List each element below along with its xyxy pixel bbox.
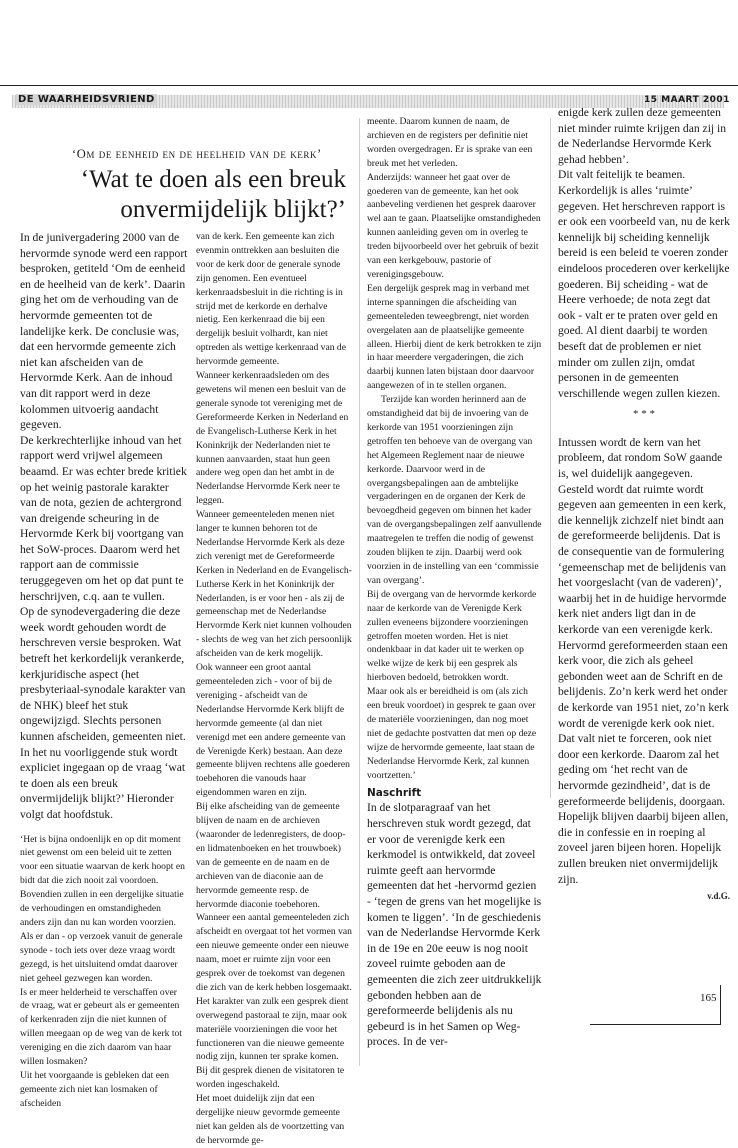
paragraph: Is er meer helderheid te verschaffen over de vraag, wat er gebeurt als er gemeenten of kerkenraden zijn die niet kunnen of willen meegaan op de weg van de kerk tot vereniging en die zich daarom van haar willen losmaken? [20, 986, 182, 1068]
intro-text [20, 230, 188, 823]
paragraph: meente. Daarom kunnen de naam, de archieven en de registers per definitie niet worden overgedragen. Er is sprake van een breuk met het verleden. [367, 116, 533, 169]
paragraph: Wanneer kerkenraadsleden om des gewetens wil menen een besluit van de generale synode tot vereniging met de Gereformeerde Kerken in Nederland en de Evangelisch-Lutherse Kerk in het Koninkrijk der Nederlanden niet te kunnen aanvaarden, staat hun geen andere weg open dan het ambt in de Nederlandse Hervormde Kerk neer te leggen. [196, 370, 349, 507]
section-divider: * * * [633, 408, 655, 421]
author-signature: v.d.G. [707, 891, 730, 902]
paragraph: Bij de overgang van de hervormde kerkorde naar de kerkorde van de Verenigde Kerk zullen eveneens bijzondere voorzieningen getroffen moeten worden. Het is niet ondenkbaar in dat kader uit te werken op welke wijze de kerk bij een gesprek als hierboven bedoeld, betrokken wordt. [367, 588, 537, 684]
page-number: 165 [700, 992, 717, 1004]
paragraph: De kerkrechterlijke inhoud van het rapport werd vrijwel algemeen beaamd. Er was echter brede kritiek op het weinig pastorale karakter van de nota, gezien de achtergrond van dreigende scheuring in de Hervormde Kerk bij voortgang van het SoW-proces. Daarom werd het rapport aan de commissie teruggegeven om het op dat punt te herschrijven, c.q. aan te vullen. [20, 433, 187, 603]
paragraph: In de slotparagraaf van het herschreven stuk wordt gezegd, dat er voor de verenigde kerk een kerkmodel is ontwikkeld, dat zoveel ruimte geeft aan hervormde gemeenten dat het -hervormd gezien - ‘tegen de grens van het mogelijke is komen te liggen’. ‘In de geschiedenis van de Nederlandse Hervormde Kerk in de 19e en 20e eeuw is nog nooit zoveel ruimte geboden aan de gemeenten die zich zeer uitdrukkelijk gebonden hebben aan de gereformeerde belijdenis als nu gebeurd is in het Samen op Weg-proces. In de ver- [367, 801, 542, 1049]
quoted-text [20, 833, 188, 1111]
paragraph: Op de synodevergadering die deze week wordt gehouden wordt de herschreven versie besproken. Wat betreft het kerkordelijk verankerde, kerkjuridische aspect (het presbyteriaal-synodale karakter van de NHK) bleef het stuk ongewijzigd. Slechts personen kunnen afscheiden, gemeenten niet. In het nu voorliggende stuk wordt expliciet ingegaan op de vraag ‘wat te doen als een breuk onvermijdelijk blijkt?’ Hieronder volgt dat hoofdstuk. [20, 605, 186, 821]
paragraph: Een dergelijk gesprek mag in verband met interne spanningen die afscheiding van gemeenteleden teweegbrengt, niet worden overgelaten aan de plaatselijke gemeente alleen. Hierbij dient de kerk betrokken te zijn in haar meerdere vergaderingen, die zich daarbij kunnen laten bijstaan door daarvoor aangewezen of in te stellen organen. [367, 282, 542, 392]
page-corner-rule [590, 1024, 721, 1025]
column-rule [359, 118, 360, 1066]
column-4 [558, 105, 730, 905]
masthead: DE WAARHEIDSVRIEND [18, 94, 155, 105]
article-title: ‘Wat te doen als een breuk onvermijdelijk blijkt?’ [80, 166, 346, 223]
paragraph: Ook wanneer een groot aantal gemeenteleden zich - voor of bij de vereniging - afscheidt van de Nederlandse Hervormde Kerk blijft de hervormde gemeente (al dan niet verenigd met een andere gemeente van de Verenigde Kerk) bestaan. Aan deze gemeente blijven rechtens alle goederen toebehoren die vanouds haar eigendommen waren en zijn. [196, 662, 350, 799]
column-2 [196, 230, 352, 1148]
paragraph: Wanneer gemeenteleden menen niet langer te kunnen behoren tot de Nederlandse Hervormde Kerk als deze zich verenigt met de Gereformeerde Kerken in Nederland en de Evangelisch-Lutherse Kerk in het Koninkrijk der Nederlanden, is er voor hen - als zij de gemeenschap met de Nederlandse Hervormde Kerk niet kunnen volhouden - slechts de weg van het zich persoonlijk afscheiden van de kerk mogelijk. [196, 509, 352, 660]
paragraph: Bij elke afscheiding van de gemeente blijven de naam en de archieven (waaronder de ledenregisters, de doop- en lidmatenboeken en het trouwboek) van de gemeente en de naam en de archieven van de diaconie aan de hervormde gemeente resp. de hervormde diaconie toebehoren. [196, 801, 346, 910]
paragraph: Maar ook als er bereidheid is om (als zich een breuk voordoet) in gesprek te gaan over de materiële voorzieningen, dan nog moet niet de gedachte postvatten dat men op deze wijze de hervormde gemeente, laat staan de Nederlandse Hervormde Kerk, zal kunnen voortzetten.’ [367, 686, 537, 781]
article-kicker: ‘Om de eenheid en de heelheid van de kerk’ [72, 147, 322, 161]
paragraph: Als er dan - op verzoek vanuit de generale synode - toch iets over deze vraag wordt gezegd, is het uitsluitend omdat daarover niet geheel gezwegen kan worden. [20, 930, 183, 984]
paragraph: van de kerk. Een gemeente kan zich evenmin onttrekken aan besluiten die voor de kerk door de generale synode zijn genomen. Een eventueel kerkenraadsbesluit in die richting is in strijd met de kerkorde en derhalve nietig. Een kerkenraad die bij een dergelijk besluit volhardt, kan niet optreden als wettige kerkenraad van de hervormde gemeente. [196, 231, 346, 368]
paragraph: Anderzijds: wanneer het gaat over de goederen van de gemeente, kan het ook aanbeveling verdienen het gesprek daarover wel aan te gaan. Plaatselijke omstandigheden kunnen aanleiding geven om in overleg te treden bijvoorbeeld over het gebruik of bezit van een kerkgebouw, pastorie of verenigingsgebouw. [367, 171, 541, 280]
page-corner-rule [720, 985, 721, 1025]
paragraph: Wanneer een aantal gemeenteleden zich afscheidt en overgaat tot het vormen van een nieuwe gemeente onder een nieuwe naam, moet er ruimte zijn voor een gesprek over de toekomst van degenen die zich van de kerk hebben losgemaakt. Het karakter van zulk een gesprek dient overwegend pastoraal te zijn, maar ook materiële voorzieningen die voor het functioneren van die nieuwe gemeente nodig zijn, kunnen ter sprake komen. Bij dit gesprek dienen de visitatoren te worden ingeschakeld. [196, 912, 352, 1091]
column-rule [550, 118, 551, 798]
paragraph: Terzijde kan worden herinnerd aan de omstandigheid dat bij de invoering van de kerkorde van 1951 voorzieningen zijn getroffen ten behoeve van de overgang van het Algemeen Reglement naar de nieuwe kerkorde. Daarvoor werd in de overgangsbepalingen aan de ambtelijke vergaderingen en de organen der Kerk de bevoegdheid gegeven om binnen het kader van de overgangsbepalingen zelf aanvullende maatregelen te treffen die nodig of gewenst zouden blijken te zijn. Daarbij werd ook voorzien in de instelling van een ‘commissie van overgang’. [367, 394, 542, 586]
paragraph: Het moet duidelijk zijn dat een dergelijke nieuw gevormde gemeente niet kan gelden als de voortzetting van de hervormde ge- [196, 1093, 345, 1146]
paragraph: Dit valt feitelijk te beamen. Kerkordelijk is alles ‘ruimte’ gegeven. Het herschreven rapport is er ook een voorbeeld van, nu de kerk kennelijk bij scheiding kennelijk bereid is een beleid te voeren zonder eindeloos procederen over kerkelijke goederen. Bij scheiding - wat de Heere verhoede; de nota zegt dat ook - valt er te praten over geld en goed. Al dient daarbij te worden beseft dat de problemen er niet minder om zullen zijn, omdat personen in de gemeenten verschillende wegen zullen kiezen. [558, 168, 730, 400]
paragraph: Uit het voorgaande is gebleken dat een gemeente zich niet kan losmaken of afscheiden [20, 1069, 170, 1109]
column-1 [20, 230, 188, 1111]
paragraph: ‘Het is bijna ondoenlijk en op dit moment niet gewenst om een beleid uit te zetten voor een situatie waarvan de kerk hoopt en bidt dat die zich nooit zal voordoen. Bovendien zullen in een dergelijke situatie de verhoudingen en omstandigheden anders zijn dan nu kan worden voorzien. [20, 833, 185, 928]
column-3 [367, 115, 542, 1050]
paragraph: In de junivergadering 2000 van de hervormde synode werd een rapport besproken, getiteld ‘Om de eenheid en de heelheid van de kerk’. Daarin ging het om de verhouding van de hervormde gemeenten tot de landelijke kerk. De conclusie was, dat een hervormde gemeente zich niet kan afscheiden van de Hervormde Kerk. Aan de inhoud van dit rapport werd in deze kolommen uitvoerig aandacht gegeven. [20, 231, 188, 432]
paragraph: enigde kerk zullen deze gemeenten niet minder ruimte krijgen dan zij in de Nederlandse Hervormde Kerk gehad hebben’. [558, 106, 727, 166]
paragraph: Intussen wordt de kern van het probleem, dat rondom SoW gaande is, wel duidelijk aangegeven. Gesteld wordt dat ruimte wordt gegeven aan gemeenten in een kerk, die kennelijk zichzelf niet bindt aan de gereformeerde belijdenis. Dat is de consequentie van de formulering ‘gemeenschap met de belijdenis van het voorgeslacht (van de vaderen)’, waarbij het in de huidige hervormde kerk niet anders ligt dan in de kerkorde van een verenigde kerk. Hervormd gereformeerden staan een kerk voor, die zich als geheel gebonden weet aan de Schrift en de belijdenis. Zo’n kerk werd het onder de kerkorde van 1951 niet, zo’n kerk wordt de verenigde kerk ook niet. Dat valt niet te forceren, ook niet door een kerkorde. Daarom zal het geding om ‘het recht van de hervormde gezindheid’, dat is de gereformeerde belijdenis, doorgaan. Hopelijk blijven daarbij bijeen allen, die in confessie en in roeping al zoveel jaren bijeen horen. Hopelijk zullen breuken niet onvermijdelijk zijn. [558, 435, 729, 886]
issue-date: 15 MAART 2001 [644, 95, 730, 105]
header-rule [0, 85, 738, 86]
naschrift-heading: Naschrift [367, 786, 422, 799]
